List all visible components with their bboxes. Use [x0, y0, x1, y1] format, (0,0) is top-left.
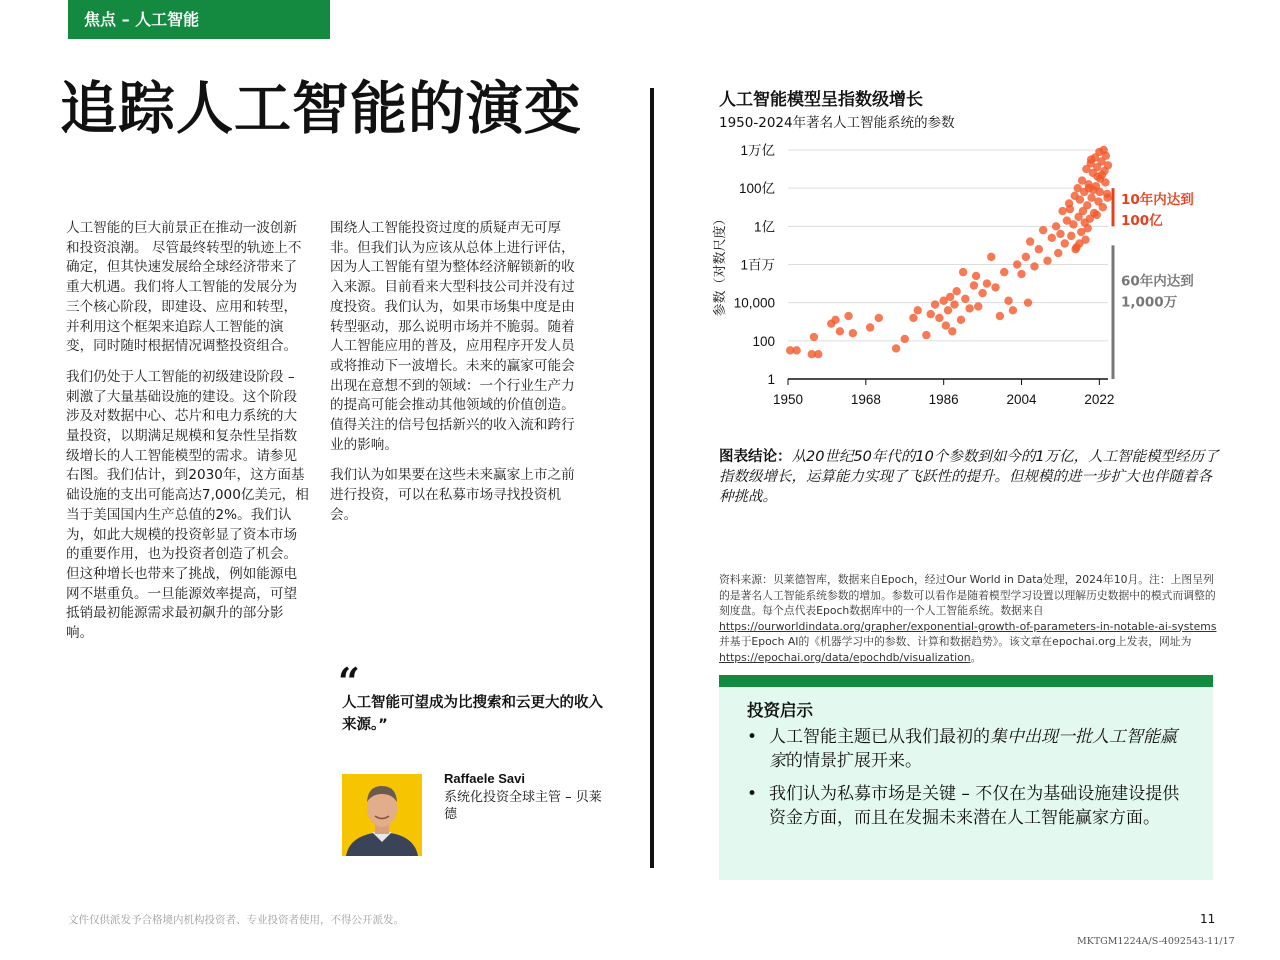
y-tick-label: 1百万	[740, 257, 775, 273]
data-point	[792, 346, 800, 354]
data-point	[1093, 211, 1101, 219]
source-note	[719, 572, 1217, 665]
takeaway-label: 图表结论：	[719, 449, 792, 465]
data-point	[1099, 203, 1107, 211]
person-photo	[342, 774, 422, 856]
data-point	[831, 316, 839, 324]
data-point	[1009, 306, 1017, 314]
data-point	[866, 323, 874, 331]
x-tick-label: 2022	[1084, 392, 1115, 407]
data-point	[961, 295, 969, 303]
data-point	[1069, 220, 1077, 228]
data-point	[1024, 298, 1032, 306]
page-number: 11	[1200, 912, 1216, 926]
data-point	[1058, 207, 1066, 215]
chart-takeaway	[719, 447, 1219, 507]
data-point	[1087, 155, 1095, 163]
data-point	[957, 316, 965, 324]
bullet-icon: •	[747, 784, 758, 804]
data-point	[978, 289, 986, 297]
column-divider	[650, 88, 654, 868]
data-point	[996, 312, 1004, 320]
body-paragraph: 围绕人工智能投资过度的质疑声无可厚非。但我们认为应该从总体上进行评估，因为人工智能有望为整体经济解锁新的收入来源。目前看来大型科技公司并没有过度投资。我们认为，如果市场集中度是由转型驱动，那么说明市场并不脆弱。随着人工智能应用的普及，应用程序开发人员或将推动下一波增长。未来的赢家可能会出现在意想不到的领域：一个行业生产力的提高可能会推动其他领域的价值创造。值得关注的信号包括新兴的收入流和跨行业的影响。	[330, 220, 575, 453]
quote-mark-icon: “	[338, 659, 360, 704]
scatter-chart	[700, 134, 1240, 414]
page-title: 追踪人工智能的演变	[60, 76, 582, 142]
body-paragraph: 我们认为如果要在这些未来赢家上市之前进行投资，可以在私募市场寻找投资机会。	[330, 467, 575, 523]
data-point	[1052, 222, 1060, 230]
data-point	[983, 279, 991, 287]
source-link-epoch[interactable]: https://epochai.org/data/epochdb/visualization	[719, 650, 971, 664]
data-point	[1054, 249, 1062, 257]
data-point	[1056, 230, 1064, 238]
data-point	[1080, 218, 1088, 226]
data-point	[1013, 260, 1021, 268]
data-point	[1104, 161, 1112, 169]
insight-emphasis: 集中出现一批人工智能赢家	[769, 727, 1177, 771]
data-point	[1026, 237, 1034, 245]
footer-disclaimer: 文件仅供派发予合格境内机构投资者、专业投资者使用，不得公开派发。	[68, 914, 404, 926]
data-point	[909, 314, 917, 322]
y-axis-label: 参数（对数尺度）	[713, 212, 728, 317]
data-point	[1039, 226, 1047, 234]
data-point	[935, 314, 943, 322]
source-text: 并基于Epoch AI的《机器学习中的参数、计算和数据趋势》。该文章在epochai.org上发表，网址为	[719, 635, 1192, 648]
data-point	[1071, 245, 1079, 253]
x-tick-label: 1968	[850, 392, 881, 407]
data-point	[1066, 205, 1074, 213]
y-tick-label: 100	[752, 333, 775, 349]
x-tick-label: 2004	[1006, 392, 1037, 407]
data-point	[972, 272, 980, 280]
data-point	[970, 281, 978, 289]
data-point	[946, 293, 954, 301]
y-tick-label: 1亿	[753, 219, 775, 235]
data-point	[1101, 178, 1109, 186]
insights-list	[747, 725, 1193, 830]
data-point	[1022, 253, 1030, 261]
document-code: MKTGM1224A/S-4092543-11/17	[1077, 936, 1235, 947]
body-column-2	[330, 219, 588, 537]
data-point	[927, 310, 935, 318]
investment-insights-box	[719, 687, 1213, 880]
data-point	[901, 335, 909, 343]
data-point	[836, 327, 844, 335]
takeaway-text: 从20世纪50年代的10个参数到如今的1万亿，人工智能模型经历了指数级增长，运算能力实现了飞跃性的提升。但规模的进一步扩大也伴随着各种挑战。	[719, 449, 1219, 505]
insight-item: • 我们认为私募市场是关键 – 不仅在为基础设施建设提供资金方面，而且在发掘未来潜在人工智能赢家方面。	[747, 784, 1180, 828]
data-point	[959, 268, 967, 276]
data-point	[974, 302, 982, 310]
insights-accent-bar	[719, 675, 1213, 687]
data-point	[1061, 239, 1069, 247]
body-paragraph: 我们仍处于人工智能的初级建设阶段 – 刺激了大量基础设施的建设。这个阶段涉及对数据中心、芯片和电力系统的大量投资，以期满足规模和复杂性呈指数级增长的人工智能模型的需求。请参见右图。我们估计，到2030年，这方面基础设施的支出可能高达7,000亿美元，相当于美国国内生产总值的2%。我们认为，如此大规模的投资彰显了资本市场的重要作用，也为投资者创造了机会。但这种增长也带来了挑战，例如能源电网不堪重负。一旦能源效率提高，可望抵销最初能源需求最初飙升的部分影响。	[66, 368, 309, 642]
data-point	[1102, 152, 1110, 160]
data-point	[991, 283, 999, 291]
insights-title: 投资启示	[747, 701, 813, 720]
y-tick-label: 1万亿	[740, 143, 775, 158]
source-link-owid[interactable]: https://ourworldindata.org/grapher/exponential-growth-of-parameters-in-notable-ai-systems	[719, 619, 1217, 633]
source-text: 资料来源：贝莱德智库，数据来自Epoch，经过Our World in Data处理，2024年10月。注：上图呈列的是著名人工智能系统参数的增加。参数可以看作是随着模型学习设置以理解历史数据中的模式而调整的刻度盘。每个点代表Epoch数据库中的一个人工智能系统。数据来自	[719, 573, 1216, 617]
body-paragraph: 人工智能的巨大前景正在推动一波创新和投资浪潮。 尽管最终转型的轨迹上不确定，但其快速发展给全球经济带来了重大机遇。我们将人工智能的发展分为三个核心阶段，即建设、应用和转型，并利用这个框架来追踪人工智能的演变，同时随时根据情况调整投资组合。	[66, 220, 302, 355]
person-name: Raffaele Savi	[444, 771, 525, 786]
chart-title: 人工智能模型呈指数级增长	[719, 90, 923, 110]
data-point	[1093, 173, 1101, 181]
y-tick-label: 100亿	[738, 181, 775, 197]
data-point	[942, 321, 950, 329]
annotation-label: 100亿	[1121, 213, 1163, 230]
x-tick-label: 1986	[928, 392, 959, 407]
data-point	[814, 350, 822, 358]
y-tick-label: 10,000	[733, 295, 775, 311]
data-point	[892, 344, 900, 352]
person-title: 系统化投资全球主管 – 贝莱德	[444, 790, 602, 822]
data-point	[1035, 245, 1043, 253]
data-point	[1030, 262, 1038, 270]
data-point	[1043, 256, 1051, 264]
data-point	[1000, 268, 1008, 276]
data-point	[1048, 234, 1056, 242]
annotation-label: 60年内达到	[1121, 273, 1194, 290]
data-point	[1017, 270, 1025, 278]
data-point	[922, 331, 930, 339]
y-tick-label: 1	[767, 372, 775, 387]
data-point	[1103, 194, 1111, 202]
chart-subtitle: 1950-2024年著名人工智能系统的参数	[719, 115, 955, 131]
bullet-icon: •	[747, 727, 758, 747]
data-point	[987, 253, 995, 261]
data-point	[948, 327, 956, 335]
data-point	[952, 287, 960, 295]
data-point	[1067, 232, 1075, 240]
data-point	[1004, 297, 1012, 305]
data-point	[944, 306, 952, 314]
data-point	[844, 312, 852, 320]
x-tick-label: 1950	[772, 392, 804, 407]
annotation-label: 1,000万	[1121, 294, 1178, 311]
data-point	[1085, 184, 1093, 192]
section-tag: 焦点 – 人工智能	[68, 0, 330, 39]
data-point	[875, 314, 883, 322]
data-point	[1096, 188, 1104, 196]
data-point	[1076, 195, 1084, 203]
data-point	[1083, 201, 1091, 209]
pull-quote: 人工智能可望成为比搜索和云更大的收入来源。”	[342, 695, 603, 733]
body-column-1	[66, 219, 310, 655]
data-point	[950, 300, 958, 308]
data-point	[849, 329, 857, 337]
data-point	[810, 333, 818, 341]
data-point	[914, 306, 922, 314]
data-point	[965, 304, 973, 312]
annotation-label: 10年内达到	[1121, 192, 1194, 209]
data-point	[931, 300, 939, 308]
insight-item: • 人工智能主题已从我们最初的集中出现一批人工智能赢家的情景扩展开来。	[747, 727, 1177, 771]
source-text: 。	[970, 650, 982, 664]
